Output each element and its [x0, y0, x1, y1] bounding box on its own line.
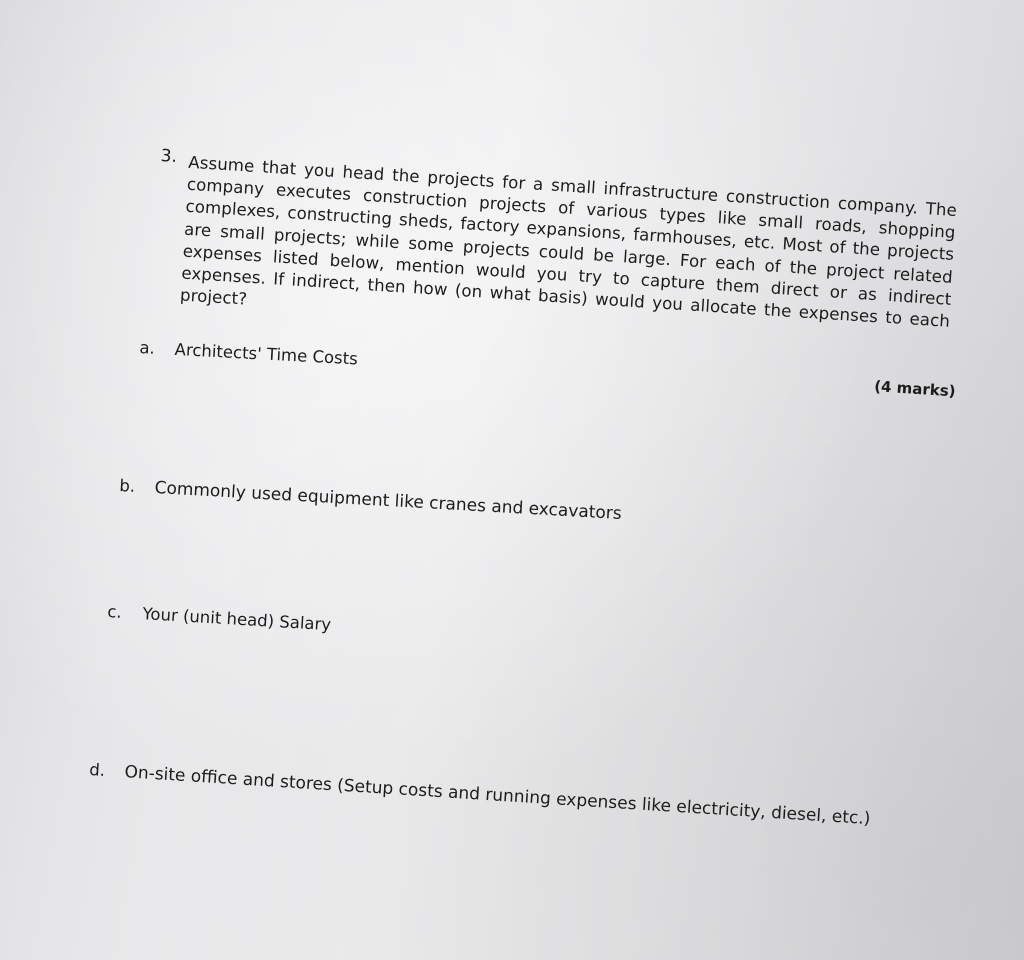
sub-question-label: a. [139, 338, 156, 358]
sub-question-text: On-site office and stores (Setup costs and running expenses like electricity, diesel, etc.) [123, 762, 871, 830]
sub-question-b [119, 476, 622, 524]
marks-label: (4 marks) [873, 377, 957, 401]
sub-question-text: Architects' Time Costs [174, 339, 359, 369]
question-text: Assume that you head the projects for a small infrastructure construction company. The company executes construction projects of various types like small roads, shopping complexes, constructing sheds, factory expansions, farmhouses, etc. Most of the projects are small projects; while some projects could be large. For each of the project related expenses listed below, mention would you try to capture them direct or as indirect expenses. If indirect, then how (on what basis) would you allocate the expenses to each project? [179, 152, 958, 331]
sub-question-label: c. [106, 602, 123, 622]
sub-question-c [107, 602, 332, 634]
sub-question-a [139, 338, 358, 368]
sub-question-d [89, 760, 871, 829]
question-number: 3. [160, 145, 178, 167]
sub-question-text: Commonly used equipment like cranes and excavators [154, 477, 623, 525]
sub-question-label: b. [118, 476, 136, 496]
sub-question-text: Your (unit head) Salary [142, 604, 332, 635]
sub-question-label: d. [88, 760, 106, 780]
